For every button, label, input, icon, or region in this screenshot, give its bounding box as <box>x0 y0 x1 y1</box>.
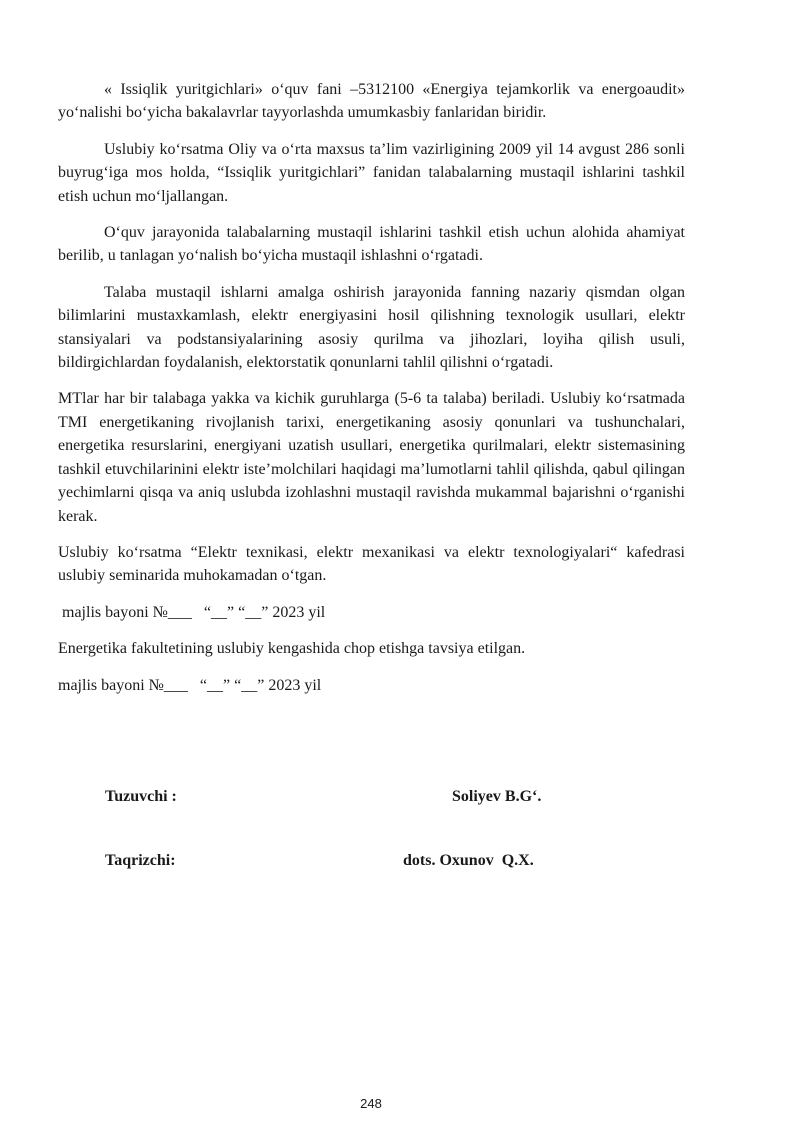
compiler-name: Soliyev B.Gʻ. <box>452 788 542 805</box>
student-work-paragraph: Talaba mustaqil ishlarni amalga oshirish jarayonida fanning nazariy qismdan olgan bilimlarini mustaxkamlash, elektr energiyasini hosil qilishning texnologik usullari, elektr stansiyalari va podstansiyalarining asosiy qurilma va jihozlari, loyiha qilish usuli, bildirgichlardan foydalanish, elektorstatik qonunlarni tahlil qilishni oʻrgatadi. <box>58 283 685 372</box>
minutes-line-department: majlis bayoni №___ “__” “__” 2023 yil <box>58 603 326 621</box>
faculty-recommendation-line: Energetika fakultetining uslubiy kengashida chop etishga tavsiya etilgan. <box>58 640 526 658</box>
document-body <box>58 78 685 710</box>
reviewer-name: dots. Oxunov Q.X. <box>403 852 534 869</box>
minutes-line-faculty: majlis bayoni №___ “__” “__” 2023 yil <box>58 676 322 694</box>
guideline-paragraph: Uslubiy koʻrsatma Oliy va oʻrta maxsus ta’lim vazirligining 2009 yil 14 avgust 286 sonli buyrugʻiga mos holda, “Issiqlik yuritgichlari” fanidan talabalarning mustaqil ishlarini tashkil etish uchun moʻljallangan. <box>58 140 685 205</box>
reviewer-label: Taqrizchi: <box>105 852 176 869</box>
mt-assignment-paragraph: MTlar har bir talabaga yakka va kichik guruhlarga (5-6 ta talaba) beriladi. Uslubiy koʻrsatmada TMI energetikaning rivojlanish tarixi, energetikaning asosiy qonunlari va tushunchalari, energetika resurslarini, energiyani uzatish usullari, energetika qurilmalari, elektr sistemasining tashkil etuvchilarinini elektr iste’molchilari haqidagi ma’lumotlarni tahlil qilishda, qabul qilingan yechimlarni qisqa va aniq uslubda izohlashni mustaqil ravishda mukammal bajarishni oʻrganishi kerak. <box>58 390 685 525</box>
intro-paragraph: « Issiqlik yuritgichlari» oʻquv fani –5312100 «Energiya tejamkorlik va energoaudit» yoʻnalishi boʻyicha bakalavrlar tayyorlashda umumkasbiy fanlaridan biridir. <box>58 81 685 122</box>
department-approval-paragraph: Uslubiy koʻrsatma “Elektr texnikasi, elektr mexanikasi va elektr texnologiyalari“ kafedrasi uslubiy seminarida muhokamadan oʻtgan. <box>58 543 685 585</box>
page-number: 248 <box>360 1096 382 1111</box>
compiler-label: Tuzuvchi : <box>105 788 177 805</box>
learning-process-paragraph: Oʻquv jarayonida talabalarning mustaqil ishlarini tashkil etish uchun alohida ahamiyat berilib, u tanlagan yoʻnalish boʻyicha mustaqil ishlashni oʻrgatadi. <box>58 224 685 265</box>
